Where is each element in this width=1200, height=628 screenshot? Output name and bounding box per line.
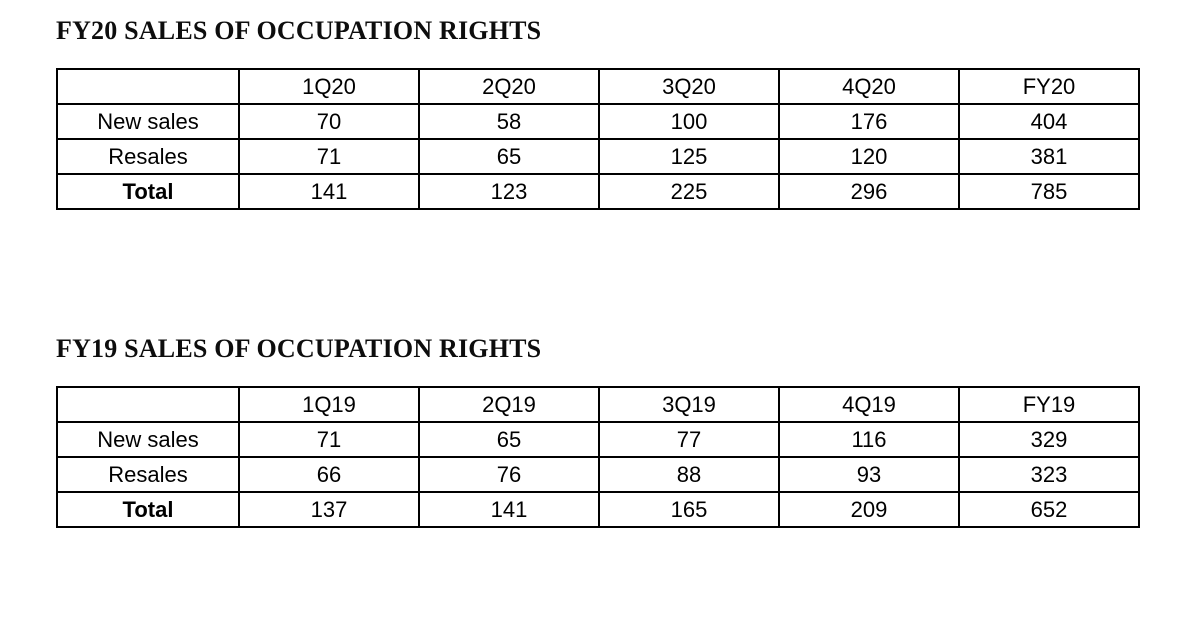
cell-total-2q20: 123	[419, 174, 599, 209]
table-corner-cell	[57, 387, 239, 422]
table-row	[57, 139, 1139, 174]
cell-new-sales-3q19: 77	[599, 422, 779, 457]
cell-resales-2q19: 76	[419, 457, 599, 492]
column-header-fy19: FY19	[959, 387, 1139, 422]
column-header-1q19: 1Q19	[239, 387, 419, 422]
cell-new-sales-fy19: 329	[959, 422, 1139, 457]
page-title-secondary: FY19 SALES OF OCCUPATION RIGHTS	[56, 334, 542, 363]
cell-total-3q20: 225	[599, 174, 779, 209]
table-row-total	[57, 174, 1139, 209]
cell-new-sales-1q20: 70	[239, 104, 419, 139]
table-header-row	[57, 69, 1139, 104]
section-fy20	[0, 16, 1200, 210]
cell-new-sales-1q19: 71	[239, 422, 419, 457]
table-header-row	[57, 387, 1139, 422]
section-fy19	[0, 334, 1200, 528]
cell-total-fy20: 785	[959, 174, 1139, 209]
column-header-3q20: 3Q20	[599, 69, 779, 104]
cell-total-4q20: 296	[779, 174, 959, 209]
cell-total-1q19: 137	[239, 492, 419, 527]
fy20-sales-table	[56, 68, 1140, 210]
cell-new-sales-fy20: 404	[959, 104, 1139, 139]
column-header-fy20: FY20	[959, 69, 1139, 104]
table-row	[57, 457, 1139, 492]
column-header-2q20: 2Q20	[419, 69, 599, 104]
cell-resales-4q20: 120	[779, 139, 959, 174]
cell-resales-1q20: 71	[239, 139, 419, 174]
cell-new-sales-3q20: 100	[599, 104, 779, 139]
cell-resales-2q20: 65	[419, 139, 599, 174]
row-label-total: Total	[57, 174, 239, 209]
column-header-3q19: 3Q19	[599, 387, 779, 422]
row-label-total: Total	[57, 492, 239, 527]
cell-resales-fy20: 381	[959, 139, 1139, 174]
cell-total-2q19: 141	[419, 492, 599, 527]
row-label-new-sales: New sales	[57, 422, 239, 457]
cell-new-sales-2q19: 65	[419, 422, 599, 457]
cell-new-sales-2q20: 58	[419, 104, 599, 139]
cell-resales-fy19: 323	[959, 457, 1139, 492]
cell-total-3q19: 165	[599, 492, 779, 527]
column-header-4q19: 4Q19	[779, 387, 959, 422]
cell-total-fy19: 652	[959, 492, 1139, 527]
column-header-1q20: 1Q20	[239, 69, 419, 104]
column-header-4q20: 4Q20	[779, 69, 959, 104]
table-corner-cell	[57, 69, 239, 104]
cell-resales-3q20: 125	[599, 139, 779, 174]
row-label-resales: Resales	[57, 139, 239, 174]
cell-resales-1q19: 66	[239, 457, 419, 492]
cell-resales-4q19: 93	[779, 457, 959, 492]
table-row-total	[57, 492, 1139, 527]
cell-new-sales-4q19: 116	[779, 422, 959, 457]
row-label-new-sales: New sales	[57, 104, 239, 139]
page-title: FY20 SALES OF OCCUPATION RIGHTS	[56, 16, 542, 45]
fy19-sales-table	[56, 386, 1140, 528]
table-row	[57, 422, 1139, 457]
table-row	[57, 104, 1139, 139]
cell-resales-3q19: 88	[599, 457, 779, 492]
row-label-resales: Resales	[57, 457, 239, 492]
column-header-2q19: 2Q19	[419, 387, 599, 422]
cell-total-4q19: 209	[779, 492, 959, 527]
cell-total-1q20: 141	[239, 174, 419, 209]
cell-new-sales-4q20: 176	[779, 104, 959, 139]
